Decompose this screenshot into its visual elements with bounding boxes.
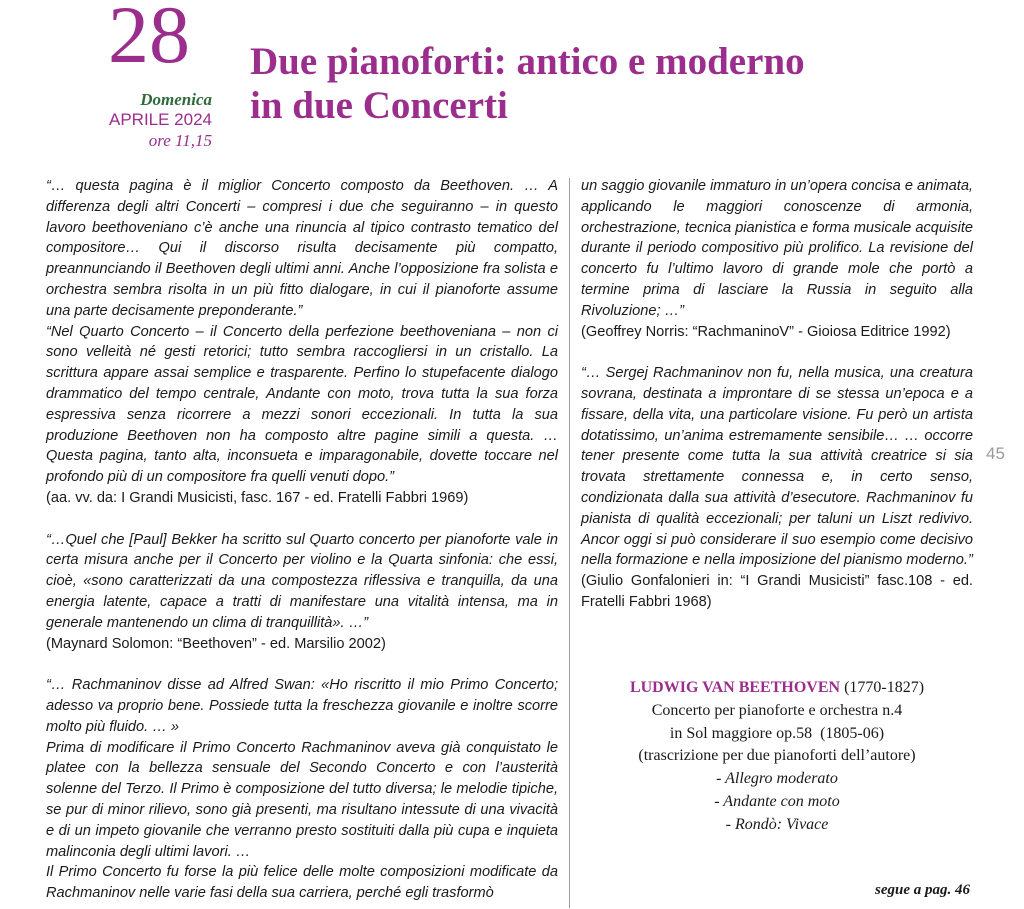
quote-4-source: (Giulio Gonfalonieri in: “I Grandi Musicisti” fasc.108 - ed. Fratelli Fabbri 1968) — [581, 573, 973, 610]
date-day-number: 28 — [108, 0, 190, 80]
title-line-1: Due pianoforti: antico e moderno — [250, 40, 805, 83]
program-work-line-1: Concerto per pianoforte e orchestra n.4 — [651, 701, 903, 719]
column-divider — [569, 178, 570, 908]
continued-note: segue a pag. 46 — [875, 882, 970, 898]
page-title — [250, 40, 950, 128]
program-work-line-3: (trascrizione per due pianoforti dell’autore) — [638, 747, 916, 765]
title-line-2: in due Concerti — [250, 84, 508, 127]
quote-1: “… questa pagina è il miglior Concerto composto da Beethoven. … A differenza degli altri Concerti – compresi i due che seguiranno – in questo lavoro beethoveniano c’è anche una rinuncia al tipico contrasto tematico del compositore… Qui il discorso risulta decisamente più compatto, preannunciando il Beethoven degli ultimi anni. Anche l’opposizione fra solista e orchestra sembra risolta in un più fitto dialogare, in cui il pianoforte assume una parte decisamente preponderante.” — [46, 178, 558, 319]
quote-3-source: (Geoffrey Norris: “RachmaninoV” - Gioiosa Editrice 1992) — [581, 323, 951, 340]
quote-2: “…Quel che [Paul] Bekker ha scritto sul Quarto concerto per pianoforte vale in certa misura anche per il Concerto per violino e la Quarta sinfonia: che essi, cioè, «sono caratterizzati da una compostezza riflessiva e tranquilla, da una energia latente, capace a tratti di manifestare una vitalità intensa, ma in generale mantenendo un clima di tranquillità». …” — [46, 531, 558, 631]
quote-2-source: (Maynard Solomon: “Beethoven” - ed. Marsilio 2002) — [46, 635, 386, 652]
page-number: 45 — [986, 444, 1005, 463]
program-movement: - Rondò: Vivace — [725, 815, 829, 833]
quote-3c: Il Primo Concerto fu forse la più felice delle molte composizioni modificate da Rachmaninov nelle varie fasi della sua carriera, perché egli trasformò — [46, 864, 558, 902]
program-movement: - Allegro moderato — [716, 770, 838, 788]
right-column — [581, 176, 973, 613]
concert-program — [581, 677, 973, 837]
date-month-year: APRILE 2024 — [108, 110, 212, 129]
program-composer: LUDWIG VAN BEETHOVEN — [629, 679, 841, 696]
program-composer-dates: (1770-1827) — [840, 679, 925, 696]
quote-1-source: (aa. vv. da: I Grandi Musicisti, fasc. 167 - ed. Fratelli Fabbri 1969) — [46, 489, 469, 506]
program-movement: - Andante con moto — [714, 792, 840, 810]
left-column — [46, 176, 558, 904]
quote-3: “… Rachmaninov disse ad Alfred Swan: «Ho riscritto il mio Primo Concerto; adesso va proprio bene. Possiede tutta la freschezza giovanile e inoltre scorre molto più fluido. … » — [46, 677, 558, 735]
quote-3b: Prima di modificare il Primo Concerto Rachmaninov aveva già conquistato le platee con la bellezza sensuale del Secondo Concerto e con l’austerità solenne del Terzo. Il Primo è composizione del tutto diversa; le melodie tipiche, se pur di minor rilievo, sono già presenti, ma risultano intessute di una vivacità e di un impeto giovanile che verranno presto sostituiti dalla più cupa e inquieta malinconia degli ultimi lavori. … — [46, 739, 558, 860]
program-composer-line — [581, 677, 973, 700]
date-time: ore 11,15 — [148, 131, 212, 150]
date-weekday: Domenica — [140, 90, 212, 109]
program-work-line-2: in Sol maggiore op.58 (1805-06) — [669, 724, 885, 742]
quote-1b: “Nel Quarto Concerto – il Concerto della perfezione beethoveniana – non ci sono velleità né gesti retorici; tutto sembra raccogliersi in un cristallo. La scrittura appare assai semplice e trasparente. Perfino lo stupefacente dialogo drammatico del tempo centrale, Andante con moto, trova tutta la sua forza espressiva senza ricorrere a mezzi sonori eccezionali. In tutta la sua produzione Beethoven non ha composto altre pagine simili a questa. … Questa pagina, tanto alta, inconsueta e imparagonabile, dovette toccare nel profondo più di un compositore fra quelli venuti dopo.” — [46, 323, 558, 486]
quote-3-continued: un saggio giovanile immaturo in un’opera concisa e animata, applicando le maggiori conoscenze di armonia, orchestrazione, tecnica pianistica e forma musicale acquisite durante il periodo compositivo più prolifico. La revisione del concerto fu l’ultimo lavoro di grande mole che portò a termine prima di lasciare la Russia in seguito alla Rivoluzione; …” — [581, 178, 973, 319]
quote-4: “… Sergej Rachmaninov non fu, nella musica, una creatura sovrana, destinata a improntare di se stessa un’epoca e a fissare, della vita, una particolare visione. Fu però un artista dotatissimo, un’anima estremamente sensibile… … occorre tener presente come tutta la sua attività creatrice si sia trovata strettamente connessa e, in certo senso, condizionata dalla sua attività d’esecutore. Rachmaninov fu pianista di qualità eccezionali; per taluni un Liszt redivivo. Ancor oggi si può considerare il suo esempio come decisivo nella formazione e nella imposizione del pianismo moderno.” — [581, 365, 973, 569]
